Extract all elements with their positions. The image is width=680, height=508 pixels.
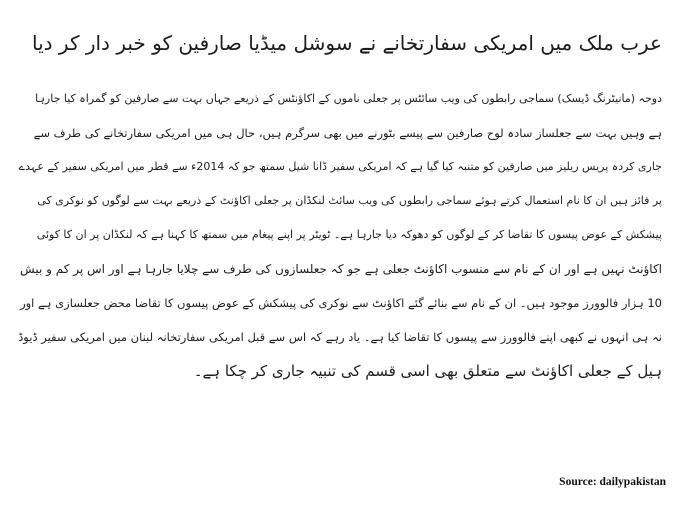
article-body-line: ہیل کے جعلی اکاؤنٹ سے متعلق بھی اسی قسم کی تنبیہ جاری کر چکا ہے۔ (193, 362, 662, 380)
article-headline: عرب ملک میں امریکی سفارتخانے نے سوشل میڈیا صارفین کو خبر دار کر دیا (32, 31, 662, 55)
article-body-line: 10 ہزار فالوورز موجود ہیں۔ ان کے نام سے بنائے گئے اکاؤنٹ سے نوکری کی پیشکش کے عوض پیسوں کا تقاضا محض جعلسازی ہے اور (20, 296, 662, 310)
source-credit: Source: dailypakistan (559, 476, 666, 488)
article-body-line: نہ ہی انہوں نے کبھی اپنے فالوورز سے پیسوں کا تقاضا کیا ہے۔ یاد رہے کہ اس سے قبل امریکی سفارتخانہ لبنان میں امریکی سفیر ڈیوڈ (18, 330, 662, 344)
article-body-line: اکاؤنٹ نہیں ہے اور ان کے نام سے منسوب اکاؤنٹ جعلی ہے جو کہ جعلسازوں کی طرف سے چلایا جارہا ہے اور اس پر کم و بیش (20, 262, 662, 276)
article-body-line: دوحہ (مانیٹرنگ ڈیسک) سماجی رابطوں کی ویب سائٹس پر جعلی ناموں کے اکاؤنٹس کے ذریعے جہاں بہت سے صارفین کو گمراہ کیا جارہا (35, 92, 662, 105)
article-body-line: پر فائز ہیں ان کا نام استعمال کرتے ہوئے سماجی رابطوں کی ویب سائٹ لنکڈان پر جعلی اکاؤنٹ کے ذریعے بہت سے لوگوں کو نوکری کی (37, 194, 662, 207)
article-body-line: جاری کردہ پریس ریلیز میں صارفین کو متنبہ کیا گیا ہے کہ امریکی سفیر ڈانا شیل سمتھ جو کہ 2014ء سے قطر میں امریکی سفیر کے عہدے (18, 160, 662, 173)
article-body-line: پیشکش کے عوض پیسوں کا تقاضا کر کے لوگوں کو دھوکہ دیا جارہا ہے۔ ٹویٹر پر اپنے پیغام میں سمتھ کا کہنا ہے کہ لنکڈان پر ان کا کوئی (36, 228, 662, 241)
article-body-line: ہے وہیں بہت سے جعلساز سادہ لوح صارفین سے پیسے بٹورنے میں بھی سرگرم ہیں، حال ہی میں امریکی سفارتخانے کی طرف سے (33, 126, 662, 140)
article-body (16, 82, 662, 388)
